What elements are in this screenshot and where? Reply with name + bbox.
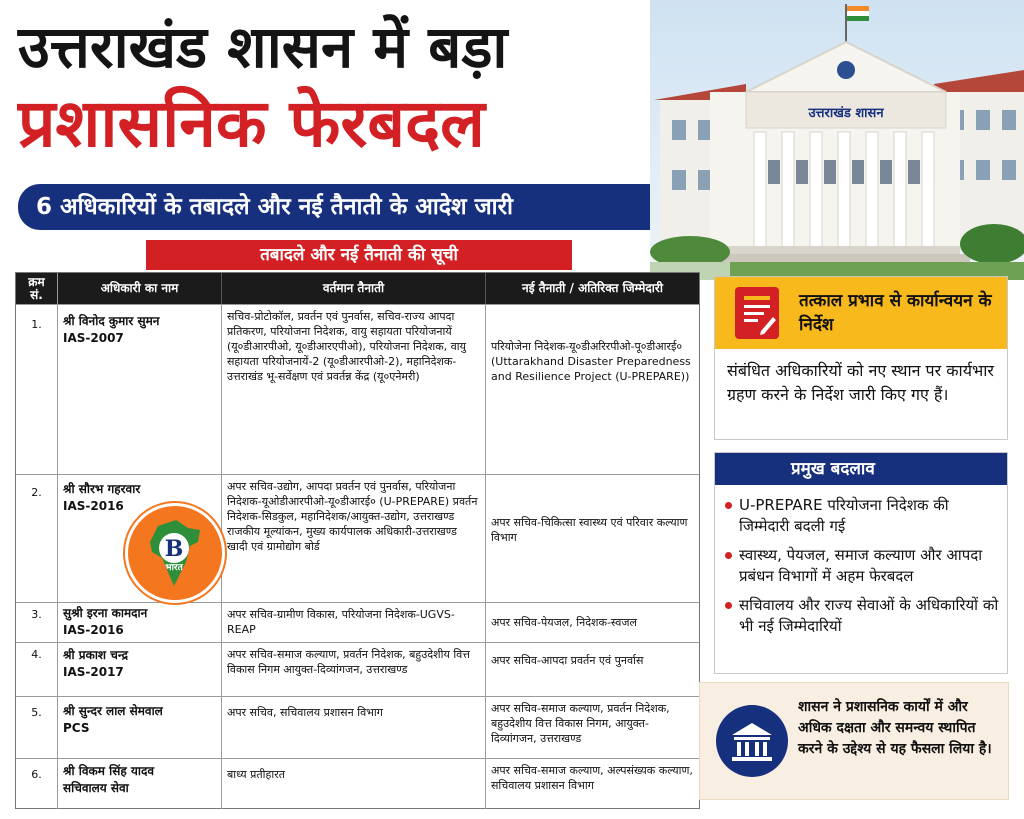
row-new-post: परियोजेना निदेशक-यू०डीअरिरपीओ-पू०डीआरई० (Uttarakhand Disaster Preparedness and Resilience Project (U-PREPARE)) bbox=[491, 340, 691, 383]
immediate-effect-text: संबंधित अधिकारियों को नए स्थान पर कार्यभार ग्रहण करने के निर्देश जारी किए गए हैं। bbox=[727, 361, 994, 404]
row-current-post: अपर सचिव-समाज कल्याण, प्रवर्तन निदेशक, बहुउदेशीय वित्त विकास निगम आयुक्त-दिव्यांगजन, उत्तराखण्ड bbox=[222, 643, 486, 696]
row-new-post: अपर सचिव-पेयजल, निदेशक-स्वजल bbox=[491, 616, 637, 629]
officer-service: IAS-2007 bbox=[63, 331, 124, 345]
list-item: सचिवालय और राज्य सेवाओं के अधिकारियों को भी नई जिम्मेदारियों bbox=[725, 595, 1001, 637]
headline-line-2: प्रशासनिक फेरबदल bbox=[18, 85, 485, 162]
officer-name: श्री विकम सिंह यादव bbox=[63, 764, 155, 778]
row-serial: 6. bbox=[16, 759, 58, 809]
row-officer bbox=[58, 643, 222, 696]
bullet-icon bbox=[725, 552, 732, 559]
document-icon bbox=[735, 287, 779, 339]
officer-service: PCS bbox=[63, 721, 90, 735]
table-row bbox=[16, 305, 699, 475]
header-current-post: वर्तमान तैनाती bbox=[222, 273, 486, 304]
row-serial: 5. bbox=[16, 697, 58, 758]
row-officer bbox=[58, 697, 222, 758]
decision-goal-text: शासन ने प्रशासनिक कार्यों में और अधिक दक्षता और समन्वय स्थापित करने के उद्देश्य से यह फैसला लिया है। bbox=[798, 699, 992, 757]
row-serial: 1. bbox=[16, 305, 58, 474]
immediate-effect-header bbox=[715, 277, 1007, 349]
row-officer bbox=[58, 305, 222, 474]
immediate-effect-title: तत्काल प्रभाव से कार्यान्वयन के निर्देश bbox=[799, 291, 992, 335]
row-current-post: अपर सचिव-ग्रामीण विकास, परियोजना निदेशक-UGVS-REAP bbox=[222, 603, 486, 642]
row-serial: 4. bbox=[16, 643, 58, 696]
key-changes-title: प्रमुख बदलाव bbox=[715, 453, 1007, 485]
header-serial: क्रम सं. bbox=[16, 273, 58, 304]
officer-name: श्री विनोद कुमार सुमन bbox=[63, 314, 160, 328]
row-current-post: बाध्य प्रतीहारत bbox=[222, 759, 486, 809]
row-serial: 2. bbox=[16, 475, 58, 602]
list-title: तबादले और नई तैनाती की सूची bbox=[146, 240, 572, 270]
building-sign: उत्तराखंड शासन bbox=[808, 106, 884, 121]
row-new-post: अपर सचिव-समाज कल्याण, प्रवर्तन निदेशक, बहुउदेशीय वित्त विकास निगम, आयुक्त-दिव्यांगजन, उत्तराखण्ड bbox=[491, 702, 670, 745]
subtitle-banner: 6 अधिकारियों के तबादले और नई तैनाती के आदेश जारी bbox=[18, 184, 678, 230]
row-officer bbox=[58, 603, 222, 642]
bullet-icon bbox=[725, 602, 732, 609]
table-header-row bbox=[16, 273, 699, 305]
row-current-post: अपर सचिव-उद्योग, आपदा प्रवर्तन एवं पुनर्वास, परियोजना निदेशक-यूओडीआरपीओ-यू०डीआरई० (U-PREPARE) प्रवर्तन निदेशक-सिडकुल, महानिदेशक/आयुक्त-उद्योग, उत्तराखण्ड राजकीय मूल्यांकन, मुख्य कार्यपालक अधिकारी-उत्तराखण्ड खादी एवं ग्रामोद्योग बोर्ड bbox=[222, 475, 486, 602]
row-current-post: अपर सचिव, सचिवालय प्रशासन विभाग bbox=[222, 697, 486, 758]
row-officer bbox=[58, 759, 222, 809]
table-row bbox=[16, 697, 699, 759]
government-building-icon bbox=[716, 705, 788, 777]
table-row bbox=[16, 603, 699, 643]
header-officer-name: अधिकारी का नाम bbox=[58, 273, 222, 304]
table-row bbox=[16, 475, 699, 603]
bharat-logo bbox=[125, 503, 225, 603]
officer-name: श्री सुन्दर लाल सेमवाल bbox=[63, 704, 163, 718]
officer-name: सुश्री इरना कामदान bbox=[63, 606, 148, 620]
list-item: स्वास्थ्य, पेयजल, समाज कल्याण और आपदा प्रबंधन विभागों में अहम फेरबदल bbox=[725, 545, 1001, 587]
list-item: U-PREPARE परियोजना निदेशक की जिम्मेदारी बदली गई bbox=[725, 495, 1001, 537]
transfer-table bbox=[15, 272, 700, 809]
officer-name: श्री प्रकाश चन्द्र bbox=[63, 648, 128, 662]
table-row bbox=[16, 643, 699, 697]
india-map-icon bbox=[128, 506, 222, 600]
headline-line-1: उत्तराखंड शासन में बड़ा bbox=[18, 13, 508, 81]
officer-service: IAS-2016 bbox=[63, 499, 124, 513]
row-new-post: अपर सचिव-आपदा प्रवर्तन एवं पुनर्वास bbox=[491, 654, 644, 667]
officer-service: IAS-2017 bbox=[63, 665, 124, 679]
header-new-post: नई तैनाती / अतिरिक्त जिम्मेदारी bbox=[522, 281, 663, 295]
row-serial: 3. bbox=[16, 603, 58, 642]
row-current-post: सचिव-प्रोटोकॉल, प्रवर्तन एवं पुनर्वास, सचिव-राज्य आपदा प्रतिकरण, परियोजना निदेशक, वायु सहायता परियोजनायें (यू०डीआरपीओ, यू०डीआरएपीओ), परियोजना निदेशक, वायु सहायता परियोजनायें-2 (यू०डीआरपीओ-2), महानिदेशक-उत्तराखंड भू-सर्वेक्षण एवं प्रवर्तन्न केंद्र (यू०एनेमरी) bbox=[222, 305, 486, 474]
row-new-post: अपर सचिव-समाज कल्याण, अल्पसंख्यक कल्याण, सचिवालय प्रशासन विभाग bbox=[491, 764, 693, 792]
svg-text:B: B bbox=[164, 536, 184, 562]
secretariat-building-image bbox=[650, 0, 1024, 280]
immediate-effect-panel bbox=[714, 276, 1008, 440]
key-changes-panel bbox=[714, 452, 1008, 674]
officer-service: सचिवालय सेवा bbox=[63, 781, 129, 795]
decision-goal-panel bbox=[699, 682, 1009, 800]
officer-service: IAS-2016 bbox=[63, 623, 124, 637]
row-new-post: अपर सचिव-चिकित्सा स्वास्थ्य एवं परिवार कल्याण विभाग bbox=[491, 516, 688, 544]
table-row bbox=[16, 759, 699, 809]
officer-name: श्री सौरभ गहरवार bbox=[63, 482, 141, 496]
logo-text: भारत bbox=[165, 563, 183, 573]
key-changes-list bbox=[725, 495, 1001, 645]
bullet-icon bbox=[725, 502, 732, 509]
